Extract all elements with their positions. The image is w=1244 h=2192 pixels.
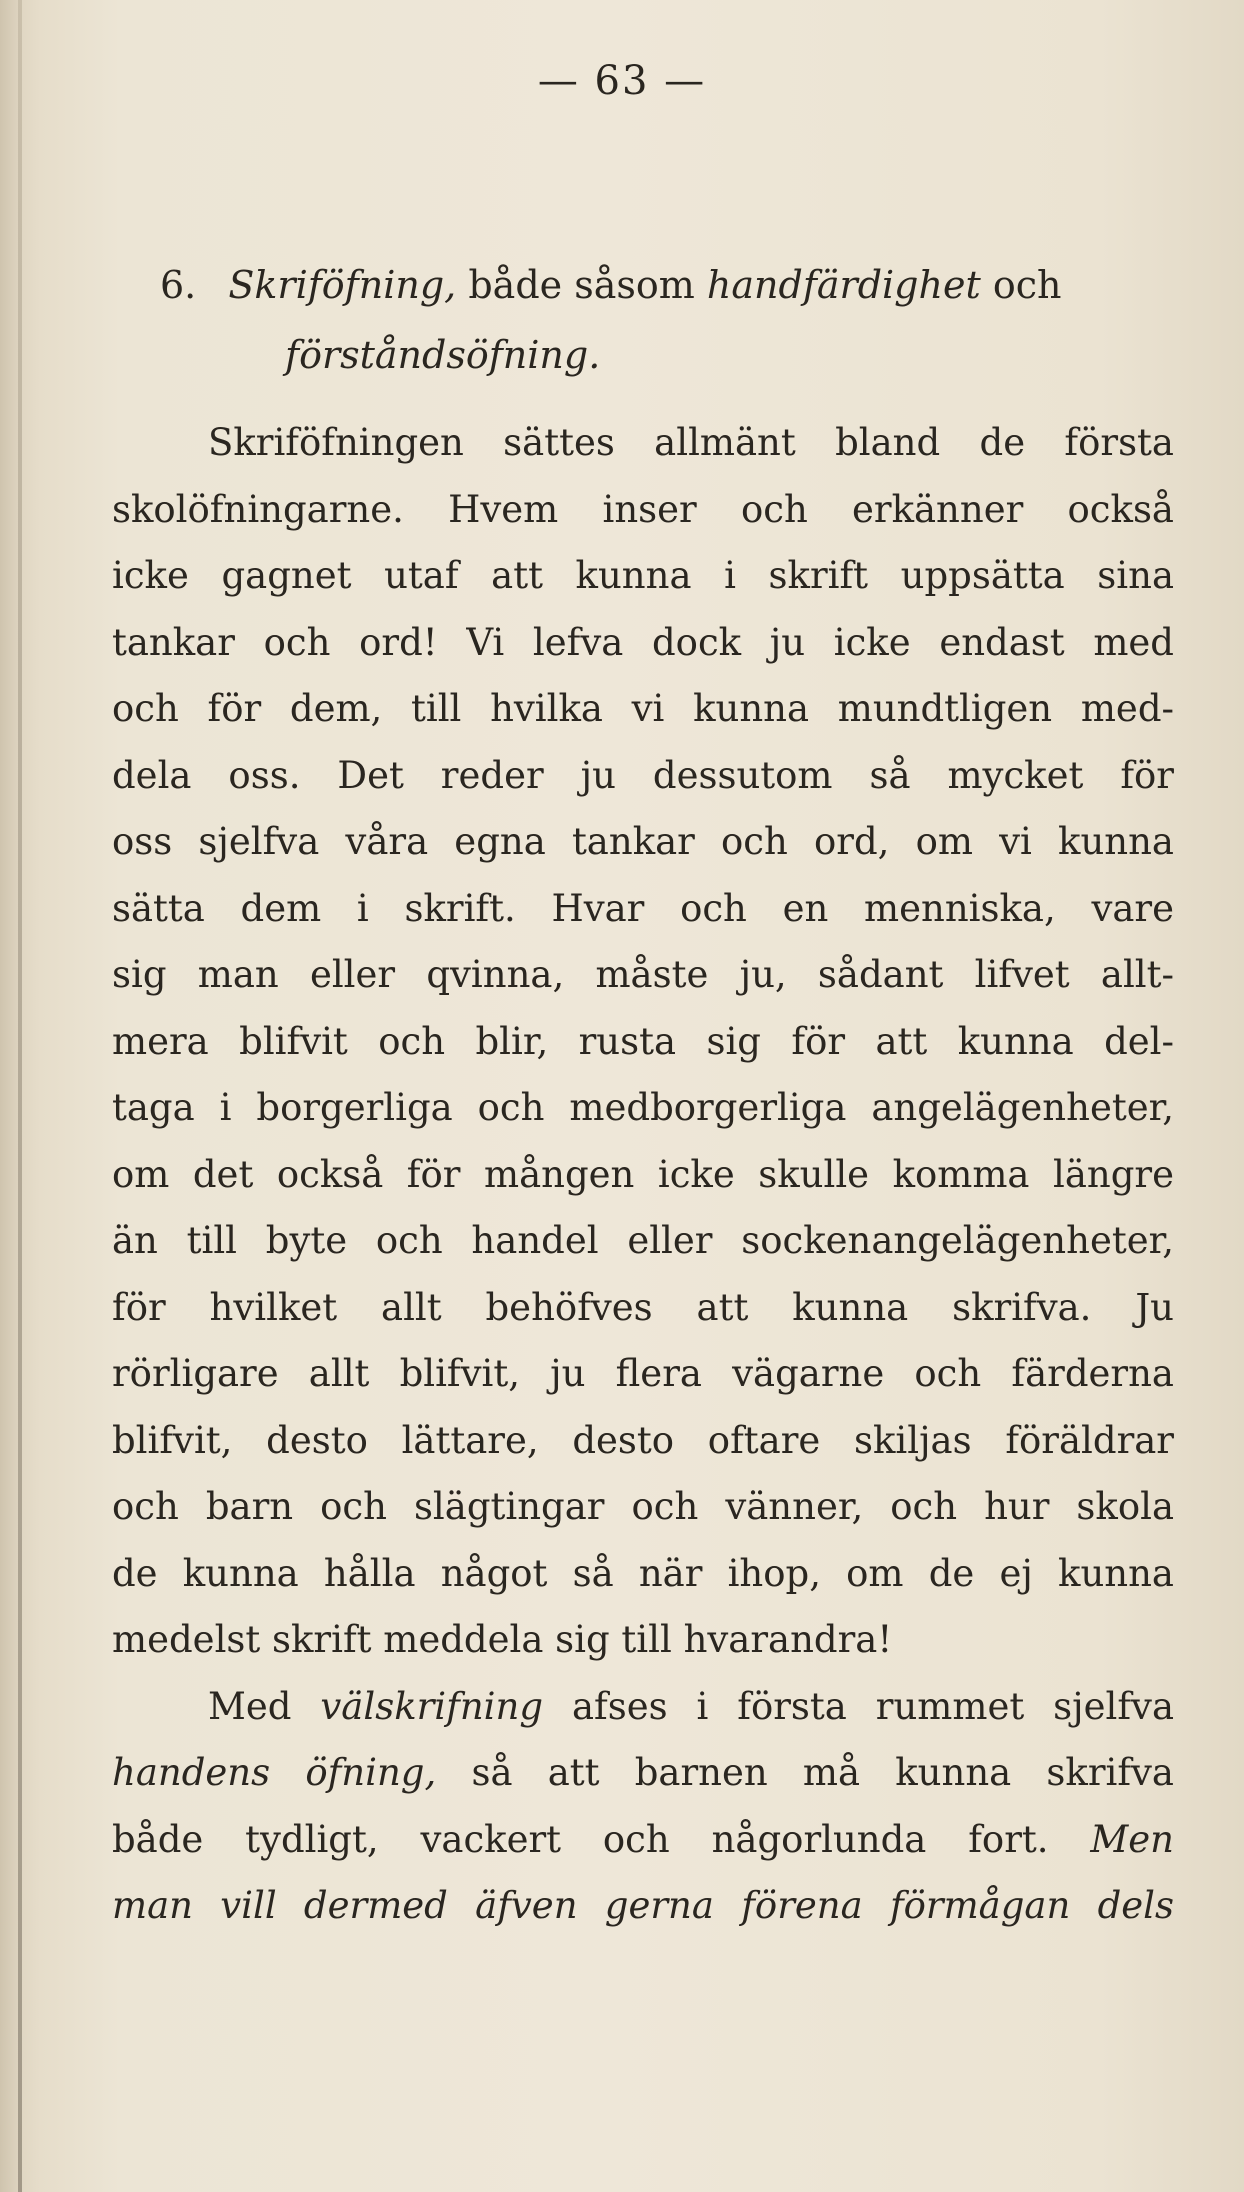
text-line: dela oss. Det reder ju dessutom så mycket för [112,753,1174,797]
text-line: taga i borgerliga och medborgerliga angelägenheter, [112,1086,1174,1129]
text-line: icke gagnet utaf att kunna i skrift uppsätta sina [112,554,1174,597]
section-number: 6. [160,263,197,307]
emphasis: Men [1090,1817,1175,1861]
text-line: de kunna hålla något så när ihop, om de ej kunna [112,1551,1174,1595]
text-line: sätta dem i skrift. Hvar och en menniska, vare [112,886,1174,930]
paragraph-1 [112,410,1174,1674]
emphasis: handens öfning, [112,1751,437,1794]
heading-text-2: och [992,263,1062,307]
text-line: rörligare allt blifvit, ju flera vägarne och färderna [112,1352,1174,1395]
heading-term-3: förståndsöfning. [285,333,601,377]
page-edge-line [18,0,22,2192]
text-line: Skriföfningen sättes allmänt bland de första [208,421,1174,464]
text-line: sig man eller qvinna, måste ju, sådant lifvet allt- [112,953,1174,996]
text-line: tankar och ord! Vi lefva dock ju icke endast med [112,620,1174,664]
text-line: medelst skrift meddela sig till hvarandra! [112,1618,893,1661]
emphasis: man vill dermed äfven gerna förena förmågan dels [112,1884,1174,1927]
section-heading [160,250,1160,390]
page-gutter [0,0,18,2192]
text-line: oss sjelfva våra egna tankar och ord, om vi kunna [112,820,1174,863]
text-line: blifvit, desto lättare, desto oftare skiljas föräldrar [112,1418,1174,1462]
heading-text-1: både såsom [468,263,695,307]
text-line: för hvilket allt behöfves att kunna skrifva. Ju [112,1285,1174,1329]
text-line: mera blifvit och blir, rusta sig för att kunna del- [112,1019,1174,1063]
page-number: — 63 — [537,58,707,104]
heading-term-1: Skriföfning, [228,263,457,307]
text-line: och för dem, till hvilka vi kunna mundtligen med- [112,687,1174,730]
text-line: Med välskrifning afses i första rummet sjelfva [208,1684,1175,1728]
emphasis: välskrifning [320,1684,544,1728]
text-line: och barn och slägtingar och vänner, och hur skola [112,1485,1174,1528]
text-line: skolöfningarne. Hvem inser och erkänner också [112,487,1174,531]
text-line [112,1873,1174,1940]
text-line: handens öfning, så att barnen må kunna skrifva [112,1751,1174,1794]
paragraph-2 [112,1674,1174,1940]
body-text [112,410,1174,1940]
text-line: om det också för mången icke skulle komma längre [112,1152,1174,1196]
text-line: än till byte och handel eller sockenangelägenheter, [112,1219,1174,1262]
heading-term-2: handfärdighet [706,263,981,307]
text-line: både tydligt, vackert och någorlunda fort. Men [112,1817,1175,1861]
